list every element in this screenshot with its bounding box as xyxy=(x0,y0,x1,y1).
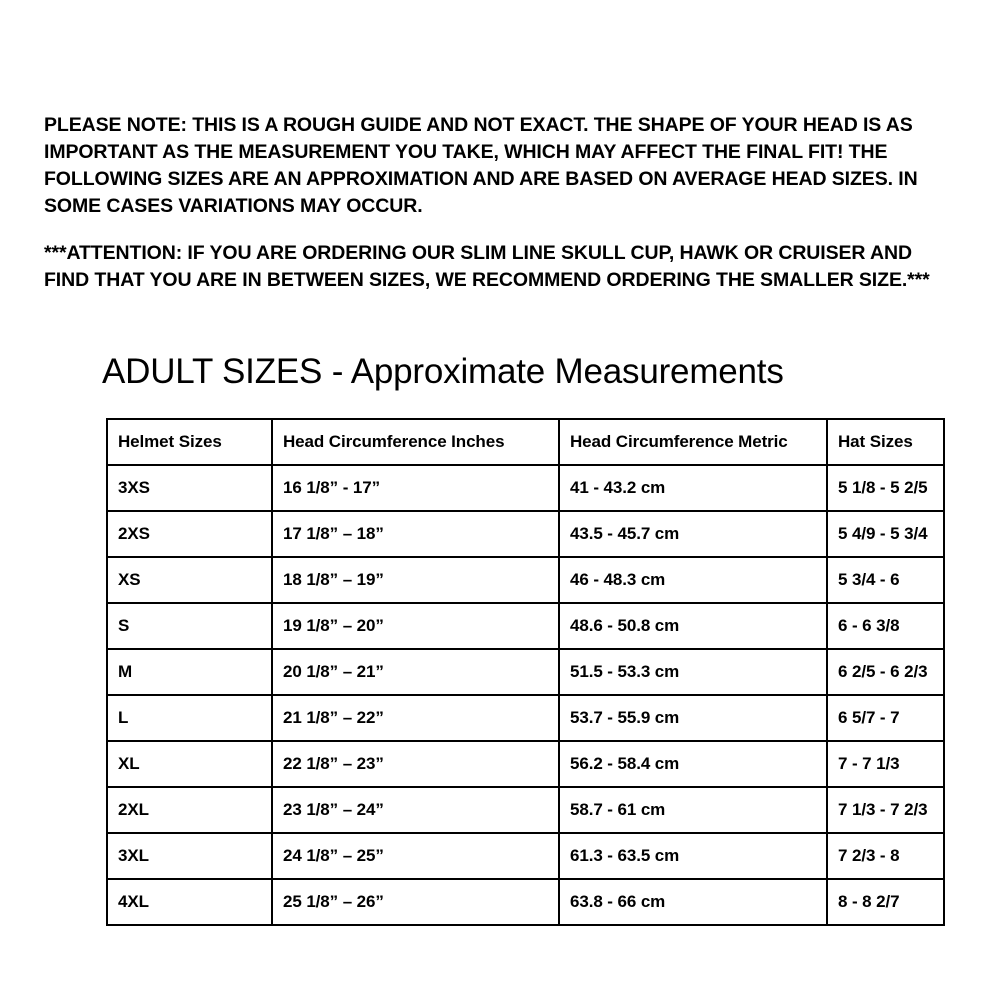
table-header-row xyxy=(107,419,944,465)
table-row xyxy=(107,649,944,695)
table-row xyxy=(107,833,944,879)
cell-hat-size: 6 5/7 - 7 xyxy=(827,695,944,741)
cell-metric: 51.5 - 53.3 cm xyxy=(559,649,827,695)
cell-inches: 17 1/8” – 18” xyxy=(272,511,559,557)
cell-inches: 24 1/8” – 25” xyxy=(272,833,559,879)
cell-hat-size: 6 - 6 3/8 xyxy=(827,603,944,649)
cell-hat-size: 6 2/5 - 6 2/3 xyxy=(827,649,944,695)
cell-hat-size: 5 3/4 - 6 xyxy=(827,557,944,603)
column-header-head-circumference-metric: Head Circumference Metric xyxy=(559,419,827,465)
cell-hat-size: 7 - 7 1/3 xyxy=(827,741,944,787)
table-row xyxy=(107,787,944,833)
cell-inches: 19 1/8” – 20” xyxy=(272,603,559,649)
notes-section xyxy=(44,112,956,294)
cell-inches: 22 1/8” – 23” xyxy=(272,741,559,787)
table-row xyxy=(107,603,944,649)
table-row xyxy=(107,879,944,925)
cell-metric: 58.7 - 61 cm xyxy=(559,787,827,833)
cell-inches: 18 1/8” – 19” xyxy=(272,557,559,603)
cell-helmet-size: 4XL xyxy=(107,879,272,925)
table-row xyxy=(107,511,944,557)
cell-metric: 63.8 - 66 cm xyxy=(559,879,827,925)
table-row xyxy=(107,465,944,511)
cell-hat-size: 8 - 8 2/7 xyxy=(827,879,944,925)
cell-metric: 48.6 - 50.8 cm xyxy=(559,603,827,649)
column-header-hat-sizes: Hat Sizes xyxy=(827,419,944,465)
cell-helmet-size: L xyxy=(107,695,272,741)
cell-metric: 46 - 48.3 cm xyxy=(559,557,827,603)
cell-metric: 41 - 43.2 cm xyxy=(559,465,827,511)
cell-hat-size: 5 1/8 - 5 2/5 xyxy=(827,465,944,511)
page-title: ADULT SIZES - Approximate Measurements xyxy=(102,352,784,391)
cell-helmet-size: 2XS xyxy=(107,511,272,557)
cell-inches: 23 1/8” – 24” xyxy=(272,787,559,833)
cell-inches: 25 1/8” – 26” xyxy=(272,879,559,925)
cell-metric: 43.5 - 45.7 cm xyxy=(559,511,827,557)
column-header-head-circumference-inches: Head Circumference Inches xyxy=(272,419,559,465)
table-row xyxy=(107,557,944,603)
cell-helmet-size: XS xyxy=(107,557,272,603)
cell-helmet-size: 3XL xyxy=(107,833,272,879)
cell-helmet-size: XL xyxy=(107,741,272,787)
size-table-container xyxy=(106,418,943,926)
cell-metric: 61.3 - 63.5 cm xyxy=(559,833,827,879)
cell-metric: 56.2 - 58.4 cm xyxy=(559,741,827,787)
adult-size-table xyxy=(106,418,945,926)
note-paragraph-general: PLEASE NOTE: THIS IS A ROUGH GUIDE AND NOT EXACT. THE SHAPE OF YOUR HEAD IS AS IMPORTANT AS THE MEASUREMENT YOU TAKE, WHICH MAY AFFECT THE FINAL FIT! THE FOLLOWING SIZES ARE AN APPROXIMATION AND ARE BASED ON AVERAGE HEAD SIZES. IN SOME CASES VARIATIONS MAY OCCUR. xyxy=(44,114,918,217)
cell-metric: 53.7 - 55.9 cm xyxy=(559,695,827,741)
note-paragraph-attention: ***ATTENTION: IF YOU ARE ORDERING OUR SLIM LINE SKULL CUP, HAWK OR CRUISER AND FIND THAT YOU ARE IN BETWEEN SIZES, WE RECOMMEND ORDERING THE SMALLER SIZE.*** xyxy=(44,242,930,291)
cell-helmet-size: 3XS xyxy=(107,465,272,511)
cell-hat-size: 7 1/3 - 7 2/3 xyxy=(827,787,944,833)
table-row xyxy=(107,695,944,741)
table-body xyxy=(107,465,944,925)
table-row xyxy=(107,741,944,787)
cell-hat-size: 7 2/3 - 8 xyxy=(827,833,944,879)
cell-inches: 20 1/8” – 21” xyxy=(272,649,559,695)
cell-hat-size: 5 4/9 - 5 3/4 xyxy=(827,511,944,557)
column-header-helmet-sizes: Helmet Sizes xyxy=(107,419,272,465)
cell-inches: 21 1/8” – 22” xyxy=(272,695,559,741)
cell-helmet-size: S xyxy=(107,603,272,649)
cell-inches: 16 1/8” - 17” xyxy=(272,465,559,511)
cell-helmet-size: 2XL xyxy=(107,787,272,833)
cell-helmet-size: M xyxy=(107,649,272,695)
